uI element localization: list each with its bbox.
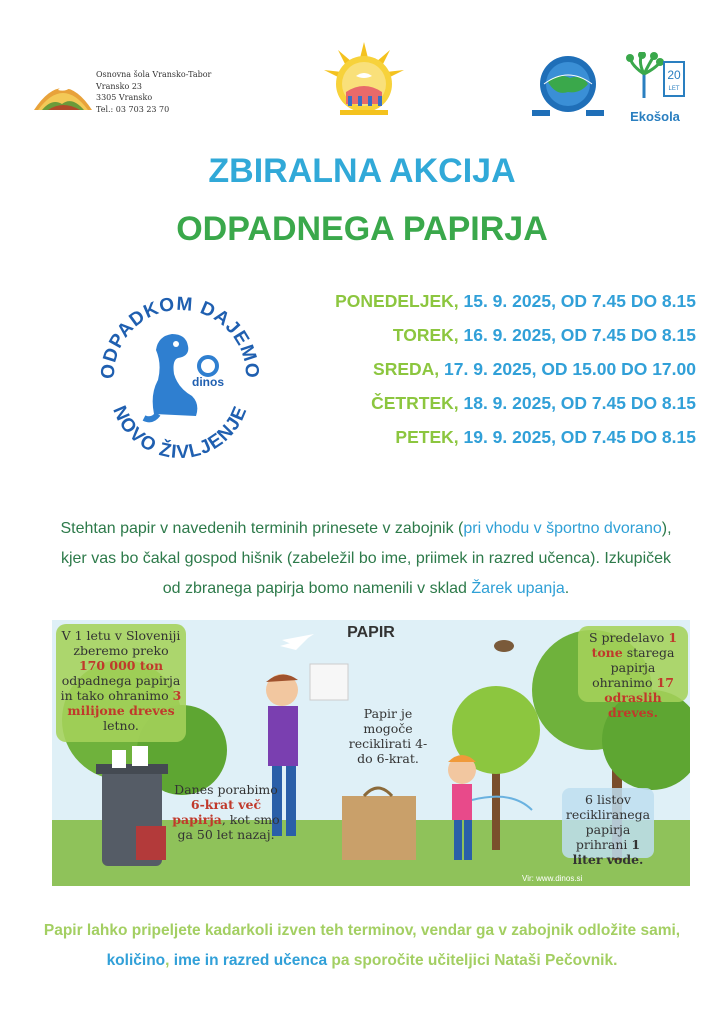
infographic-title: PAPIR <box>347 624 395 641</box>
image-credit: Vir: www.dinos.si <box>522 874 583 883</box>
fact-highlight: 17 odraslih dreves. <box>604 675 674 720</box>
schedule-time: 18. 9. 2025, OD 7.45 DO 8.15 <box>458 393 696 413</box>
schedule-time: 16. 9. 2025, OD 7.45 DO 8.15 <box>458 325 696 345</box>
page-title-line2: ODPADNEGA PAPIRJA <box>176 210 548 248</box>
schedule-item <box>276 386 696 420</box>
dinos-bottom-text: NOVO ŽIVLJENJE <box>108 402 252 460</box>
fact-box-recycle: Papir je mogoče reciklirati 4- do 6-krat. <box>348 706 428 766</box>
note-text: , <box>165 952 174 969</box>
para-fund-name: Žarek upanja <box>471 580 565 597</box>
ekosola-years: 20 <box>667 68 681 82</box>
para-location: pri vhodu v športno dvorano <box>463 520 662 537</box>
schedule-time: 19. 9. 2025, OD 7.45 DO 8.15 <box>458 427 696 447</box>
fact-text: 6 listov recikliranega papirja prihrani <box>565 792 651 852</box>
schedule-list <box>276 284 696 454</box>
fact-box-trees <box>578 626 688 720</box>
fact-text: Danes porabimo <box>174 782 278 797</box>
fact-highlight: 1 liter vode. <box>572 837 644 867</box>
para-text-2: ), kjer vas bo čakal gospod hišnik (zabeležil bo ime, priimek in razred učenca). Izkupiček od zbranega papirja bomo namenili v sklad <box>60 520 672 597</box>
fact-text: V 1 letu v Sloveniji zberemo preko <box>61 628 181 658</box>
zarek-upanja-logo-icon <box>318 40 410 120</box>
schedule-day: PONEDELJEK, <box>335 291 459 311</box>
fact-box-water <box>562 788 654 867</box>
para-text-1: Stehtan papir v navedenih terminih prinesete v zabojnik ( <box>60 520 464 537</box>
dinos-logo <box>92 284 268 460</box>
fact-text: odpadnega papirja in tako ohranimo <box>60 673 181 703</box>
schedule-item <box>276 352 696 386</box>
school-address <box>96 69 211 115</box>
page-title-line1: ZBIRALNA AKCIJA <box>208 152 516 190</box>
eco-schools-globe-icon <box>524 52 612 120</box>
ekosola-logo <box>624 52 686 124</box>
fact-box-usage <box>164 778 288 852</box>
fact-box-slovenia <box>56 624 186 742</box>
note-highlight-quantity: količino <box>106 952 166 969</box>
fact-highlight: 6-krat več papirja <box>172 797 262 827</box>
schedule-day: SREDA, <box>373 359 440 379</box>
paper-infographic <box>52 620 690 886</box>
note-highlight-name: ime in razred učenca <box>173 952 328 969</box>
schedule-day: TOREK, <box>392 325 459 345</box>
schedule-item <box>276 420 696 454</box>
school-phone: Tel.: 03 703 23 70 <box>96 104 170 114</box>
note-text: Papir lahko pripeljete kadarkoli izven teh terminov, vendar ga v zabojnik odložite sami, <box>43 922 681 939</box>
fact-text: letno. <box>103 718 139 733</box>
para-text-3: . <box>564 580 570 597</box>
school-header <box>32 66 232 116</box>
fact-text: S predelavo <box>588 630 665 645</box>
dinos-top-text: ODPADKOM DAJEMO <box>97 293 263 380</box>
schedule-time: 17. 9. 2025, OD 15.00 DO 17.00 <box>439 359 696 379</box>
schedule-day: PETEK, <box>395 427 459 447</box>
schedule-item <box>276 284 696 318</box>
school-street: Vransko 23 <box>96 81 143 91</box>
note-text: pa sporočite učiteljici Nataši Pečovnik. <box>327 952 618 969</box>
school-postal: 3305 Vransko <box>96 93 153 102</box>
tree-icon <box>624 52 686 102</box>
fact-highlight: 1 tone <box>591 630 678 660</box>
fact-highlight: 3 milijone dreves <box>67 688 182 718</box>
schedule-day: ČETRTEK, <box>371 393 459 413</box>
school-logo-icon <box>32 70 94 112</box>
instructions-paragraph <box>56 514 676 604</box>
fact-text: , kot smo ga 50 let nazaj. <box>177 812 280 842</box>
fact-highlight: 170 000 ton <box>78 658 164 673</box>
ekosola-years-label: LET <box>668 86 680 92</box>
ekosola-label: Ekošola <box>630 109 680 124</box>
schedule-time: 15. 9. 2025, OD 7.45 DO 8.15 <box>458 291 696 311</box>
fact-text: starega papirja ohranimo <box>592 645 675 690</box>
dinos-brand: dinos <box>192 375 224 389</box>
school-name: Osnovna šola Vransko-Tabor <box>96 70 212 79</box>
schedule-item <box>276 318 696 352</box>
bottom-note <box>24 916 700 976</box>
